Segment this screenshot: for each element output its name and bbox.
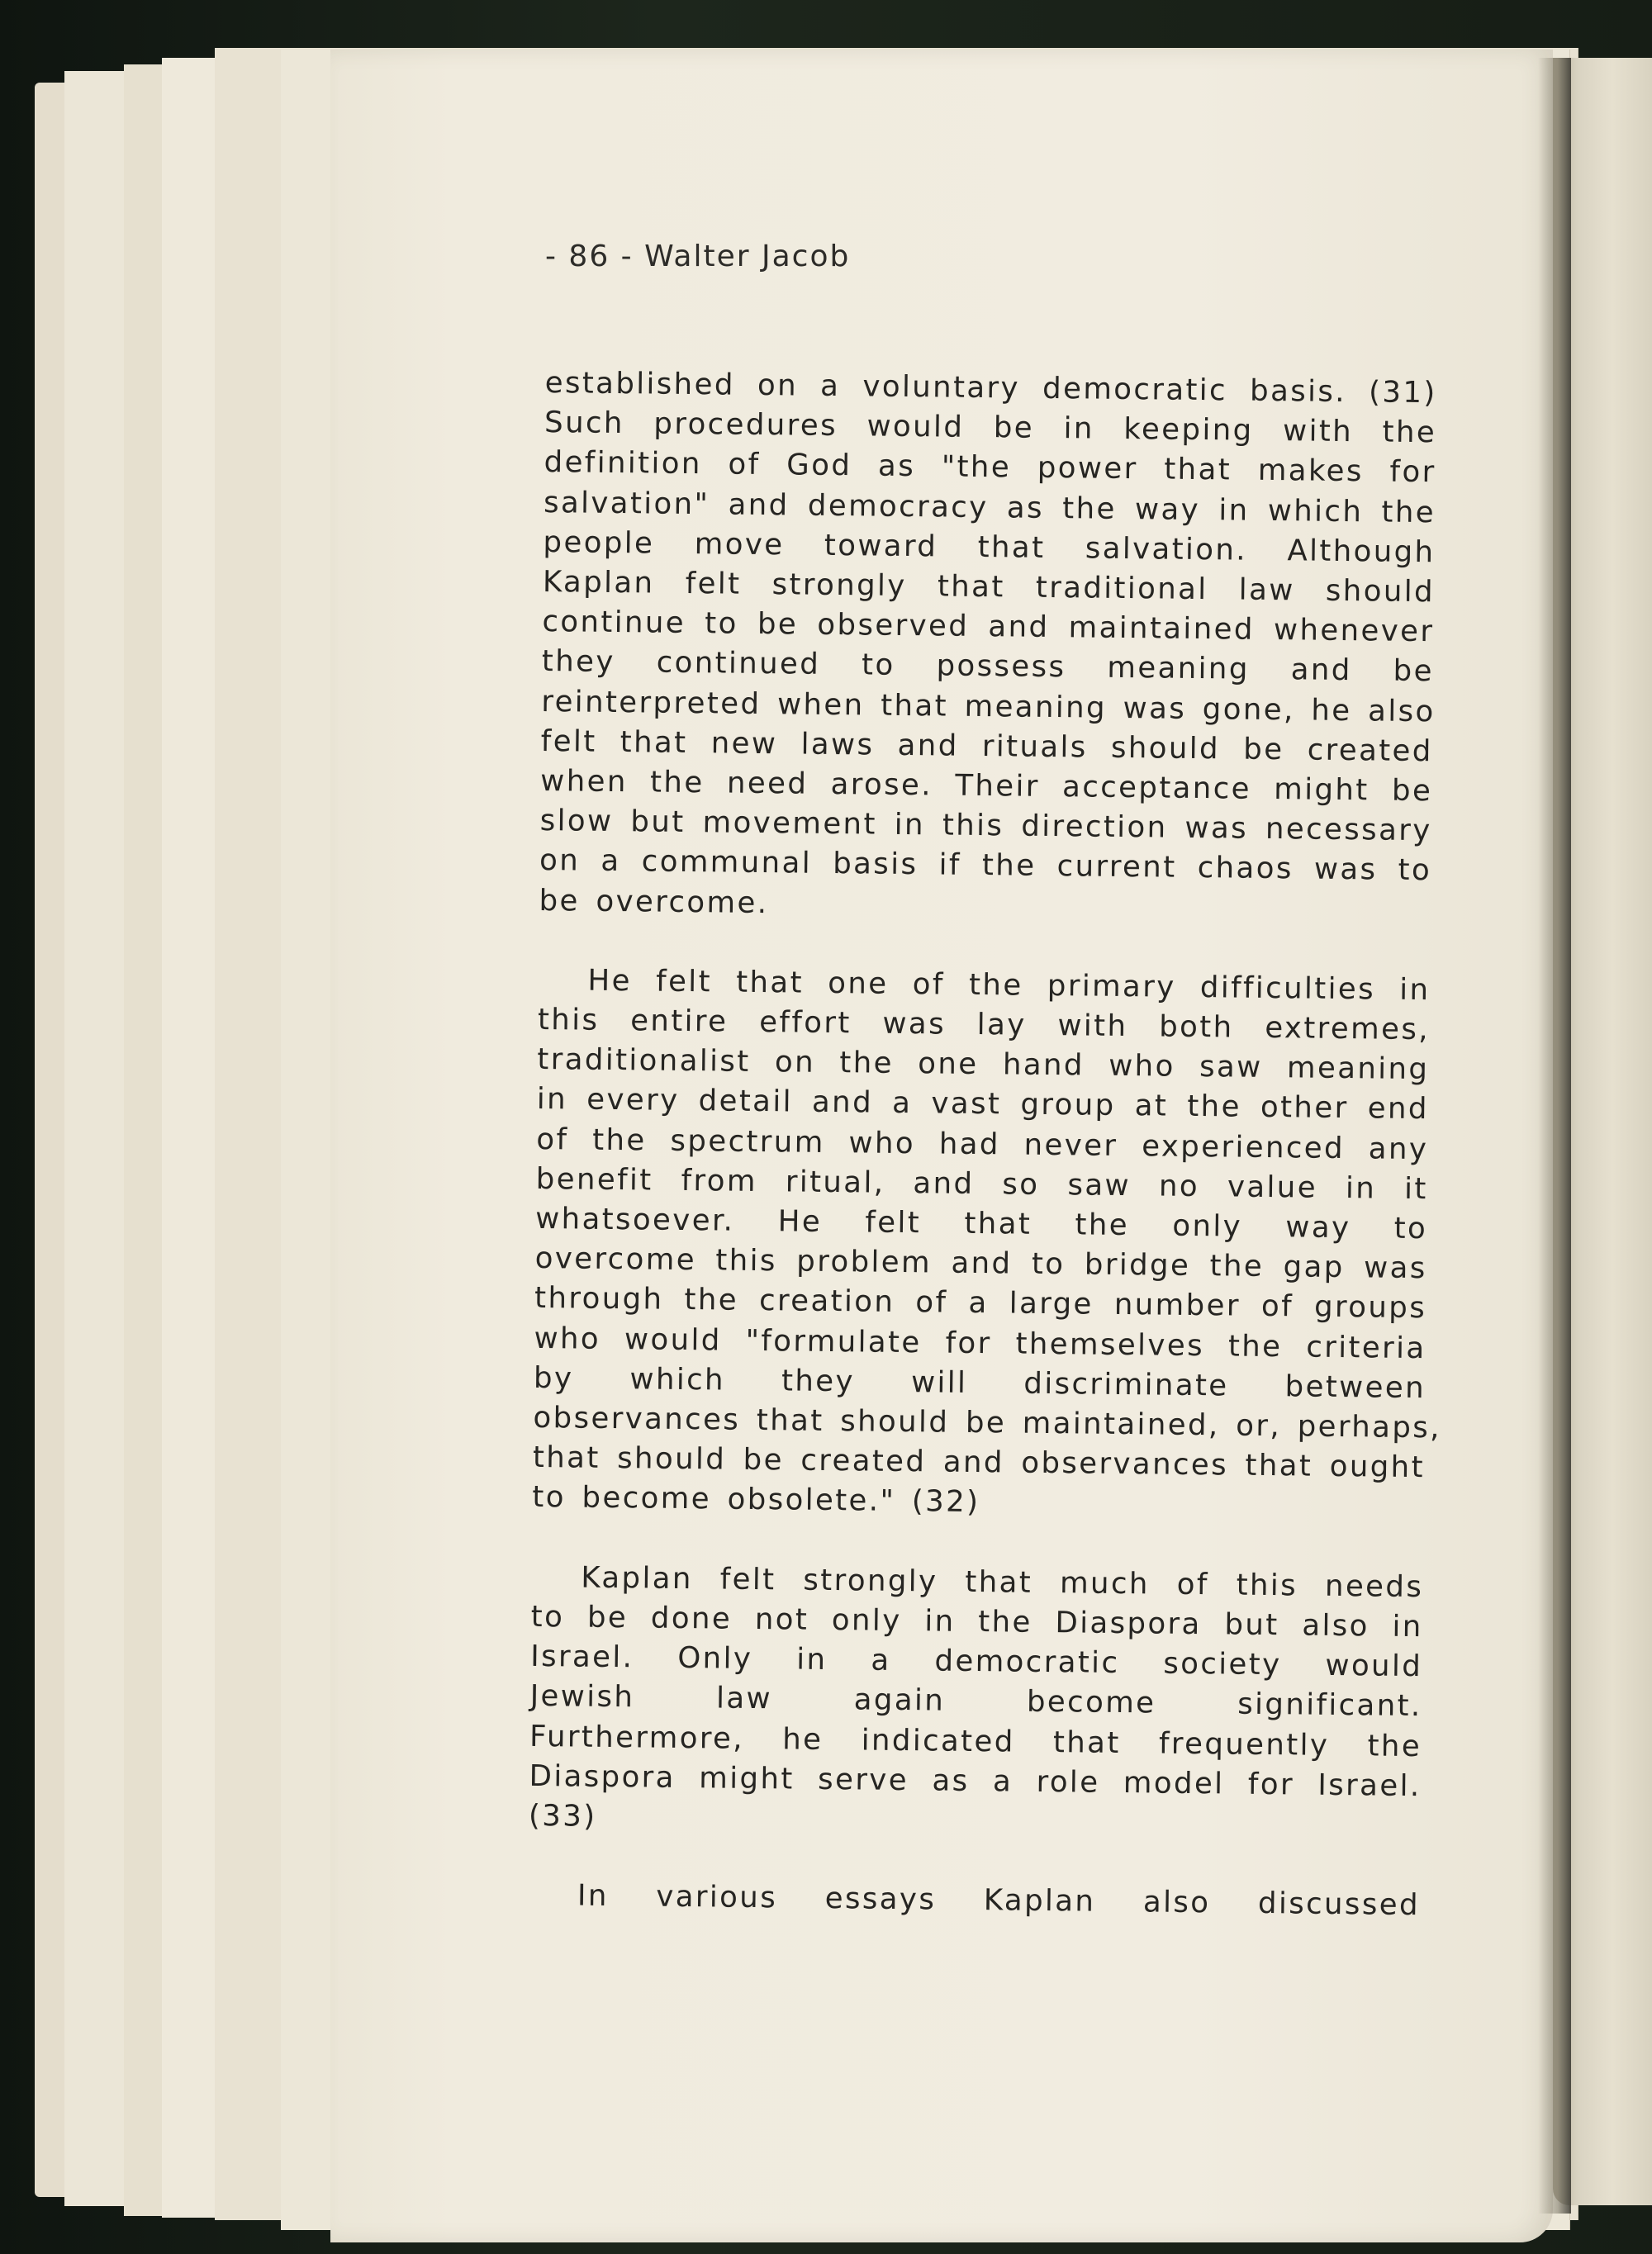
text-line: Jewish law again become significant. <box>529 1679 1422 1724</box>
text-line: Such procedures would be in keeping with the <box>544 406 1437 450</box>
text-line: through the creation of a large number of groups <box>534 1281 1427 1326</box>
text-line: that should be created and observances that ought <box>532 1440 1426 1485</box>
text-line: of the spectrum who had never experienced any <box>536 1122 1429 1166</box>
text-line: Israel. Only in a democratic society would <box>530 1639 1423 1684</box>
text-line: Diaspora might serve as a role model for Israel. <box>529 1758 1422 1803</box>
text-line: (33) <box>528 1798 597 1834</box>
text-line: observances that should be maintained, or, perhaps, <box>533 1400 1442 1445</box>
text-line: benefit from ritual, and so saw no value in it <box>535 1161 1428 1207</box>
text-line: to be done not only in the Diaspora but also in <box>530 1599 1423 1644</box>
paragraph <box>528 1876 1420 1925</box>
text-line: continue to be observed and maintained whenever <box>542 605 1435 649</box>
book-gutter <box>1538 58 1571 2214</box>
text-line: reinterpreted when that meaning was gone, he also <box>541 684 1436 728</box>
text-line: Furthermore, he indicated that frequently the <box>529 1719 1422 1763</box>
text-line: be overcome. <box>539 883 769 920</box>
text-line: In various essays Kaplan also discussed <box>577 1878 1421 1923</box>
body-text <box>527 363 1442 1965</box>
text-line: they continued to possess meaning and be <box>541 644 1435 689</box>
running-head: - 86 - Walter Jacob <box>545 240 851 273</box>
text-line: salvation" and democracy as the way in which the <box>543 485 1436 529</box>
text-line: this entire effort was lay with both extremes, <box>537 1002 1431 1047</box>
text-line: whatsoever. He felt that the only way to <box>535 1201 1428 1246</box>
text-line: felt that new laws and rituals should be created <box>540 724 1433 769</box>
text-line: to become obsolete." (32) <box>532 1480 980 1520</box>
text-line: when the need arose. Their acceptance might be <box>540 764 1433 809</box>
text-line: established on a voluntary democratic basis. (31) <box>544 365 1437 410</box>
text-line: He felt that one of the primary difficulties in <box>587 963 1431 1008</box>
text-line: in every detail and a vast group at the other end <box>536 1082 1430 1127</box>
text-line: on a communal basis if the current chaos was to <box>539 843 1432 888</box>
paragraph <box>532 961 1442 1528</box>
text-line: overcome this problem and to bridge the gap was <box>534 1241 1427 1286</box>
text-line: who would "formulate for themselves the criteria <box>534 1321 1427 1365</box>
paragraph <box>529 1558 1424 1847</box>
text-line: Kaplan felt strongly that traditional law should <box>542 564 1436 610</box>
text-line: by which they will discriminate between <box>533 1360 1427 1406</box>
paragraph <box>539 363 1437 931</box>
text-line: slow but movement in this direction was necessary <box>539 804 1432 848</box>
text-line: Kaplan felt strongly that much of this needs <box>581 1560 1424 1604</box>
text-line: people move toward that salvation. Although <box>543 524 1436 570</box>
text-line: definition of God as "the power that makes for <box>544 445 1436 490</box>
text-line: traditionalist on the one hand who saw meaning <box>537 1042 1430 1087</box>
